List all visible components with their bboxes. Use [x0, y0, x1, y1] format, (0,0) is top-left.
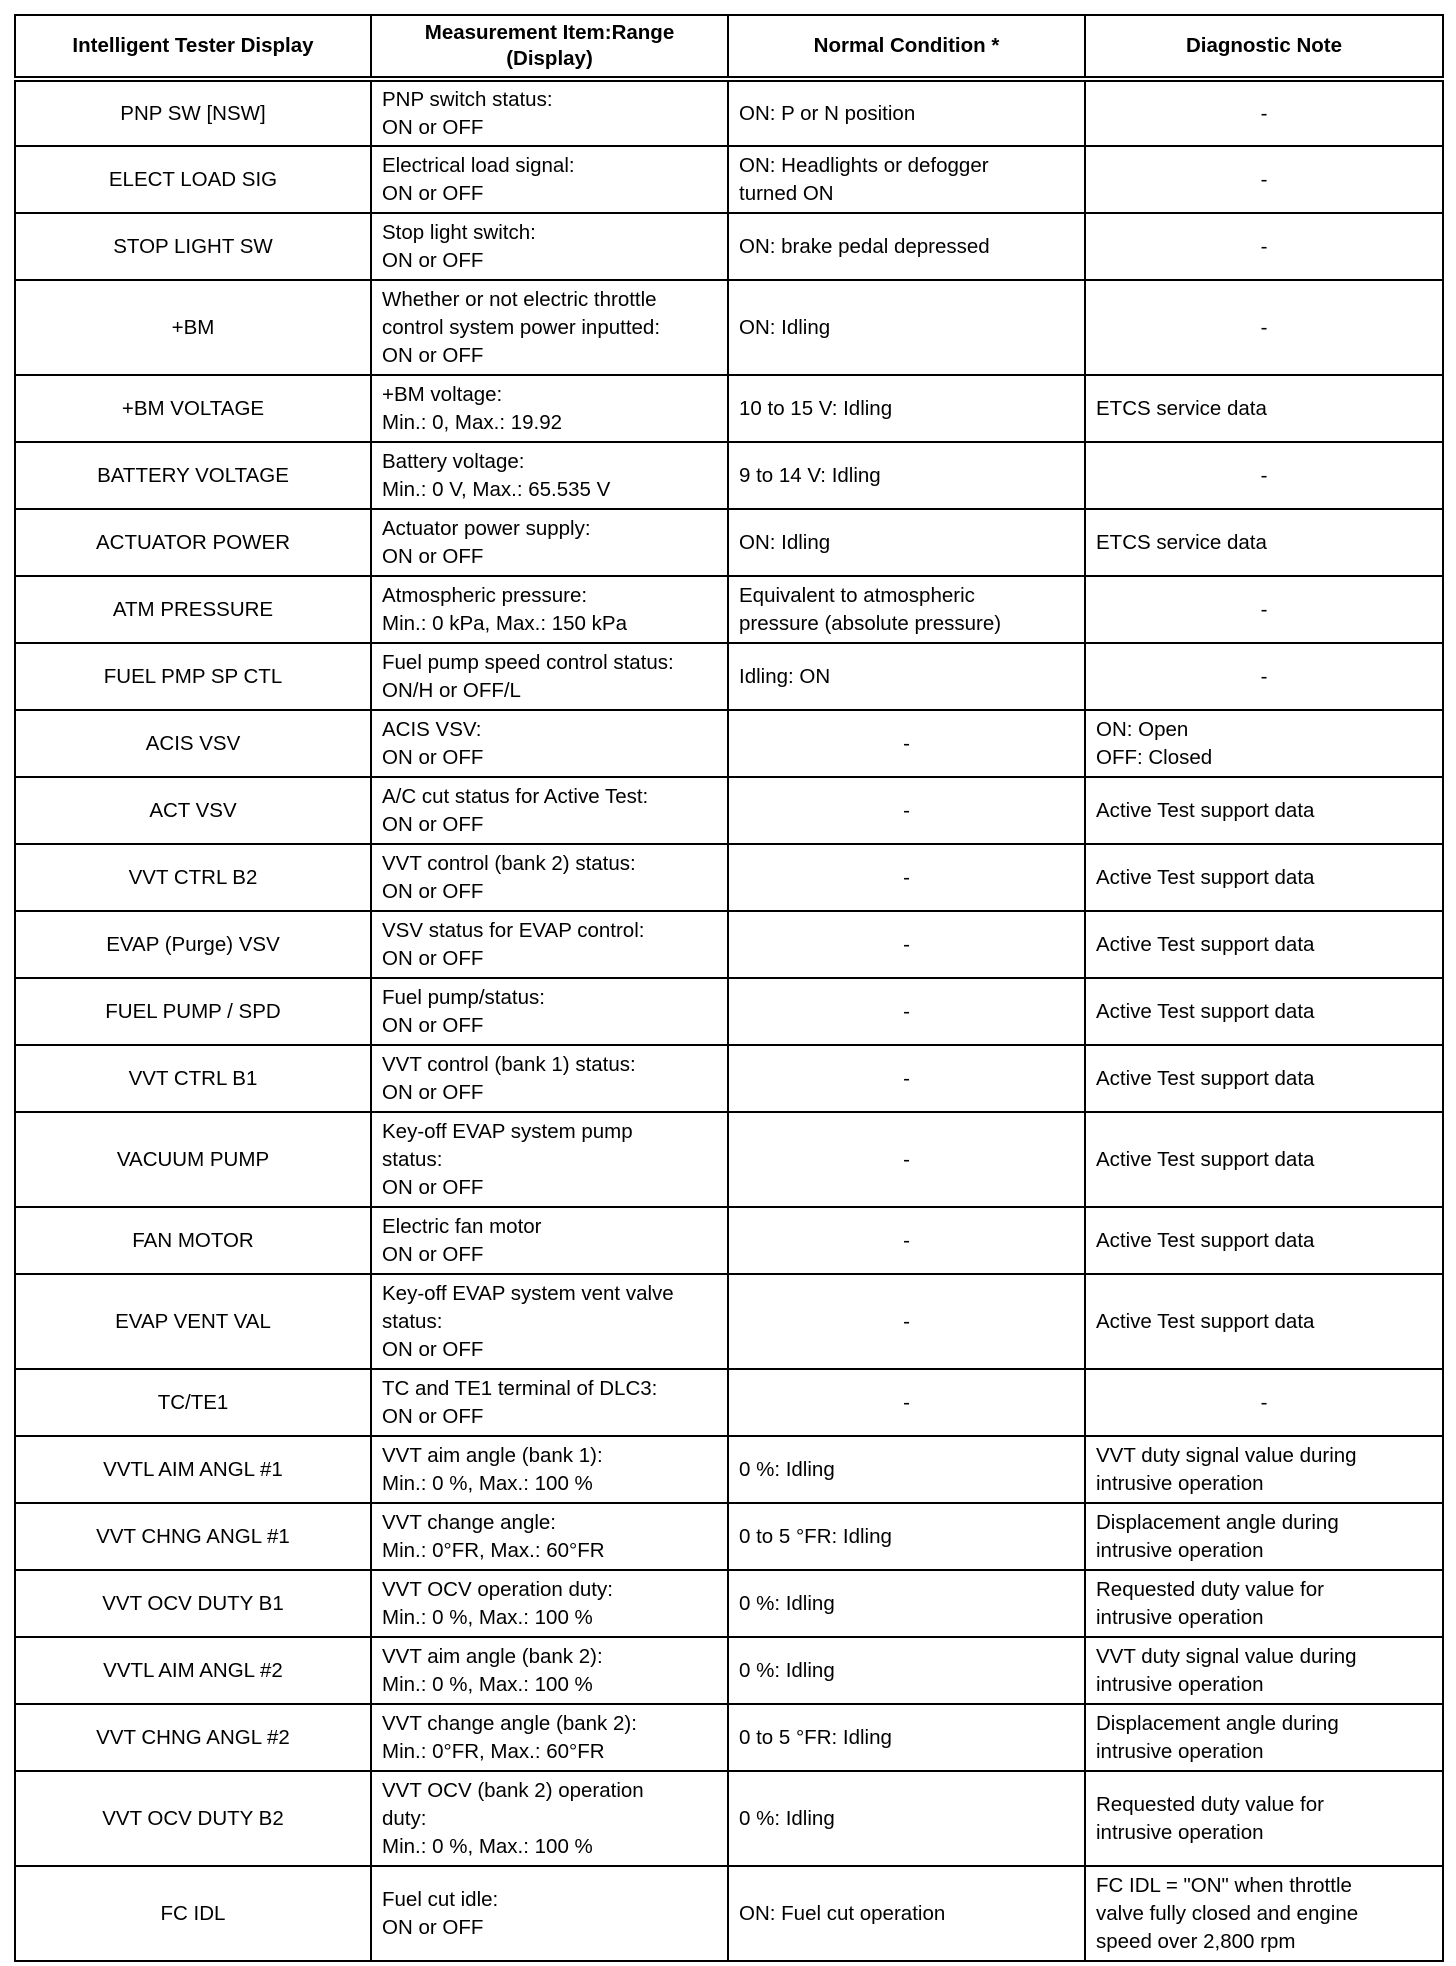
tester-display-cell: +BM VOLTAGE	[15, 375, 371, 442]
measurement-item-cell: Battery voltage: Min.: 0 V, Max.: 65.535 V	[371, 442, 728, 509]
measurement-item-cell: VVT OCV (bank 2) operation duty: Min.: 0 %, Max.: 100 %	[371, 1771, 728, 1866]
tester-display-cell: FC IDL	[15, 1866, 371, 1961]
diagnostic-note-cell: ON: Open OFF: Closed	[1085, 710, 1443, 777]
tester-display-cell: VVT CHNG ANGL #1	[15, 1503, 371, 1570]
measurement-item-cell: Actuator power supply: ON or OFF	[371, 509, 728, 576]
tester-data-table	[14, 14, 1444, 1962]
table-row	[15, 509, 1443, 576]
header-row	[15, 15, 1443, 79]
normal-condition-cell: -	[728, 1207, 1085, 1274]
table-row	[15, 1866, 1443, 1961]
diagnostic-note-cell: ETCS service data	[1085, 509, 1443, 576]
tester-display-cell: +BM	[15, 280, 371, 375]
tester-display-cell: ACTUATOR POWER	[15, 509, 371, 576]
table-row	[15, 280, 1443, 375]
tester-display-cell: ATM PRESSURE	[15, 576, 371, 643]
measurement-item-cell: VVT control (bank 2) status: ON or OFF	[371, 844, 728, 911]
diagnostic-note-cell: Active Test support data	[1085, 1207, 1443, 1274]
tester-display-cell: FAN MOTOR	[15, 1207, 371, 1274]
table-row	[15, 442, 1443, 509]
diagnostic-note-cell: Active Test support data	[1085, 777, 1443, 844]
normal-condition-cell: -	[728, 1369, 1085, 1436]
tester-display-cell: VVT CTRL B2	[15, 844, 371, 911]
normal-condition-cell: 0 %: Idling	[728, 1570, 1085, 1637]
table-row	[15, 978, 1443, 1045]
measurement-item-cell: PNP switch status: ON or OFF	[371, 79, 728, 146]
tester-display-cell: VVT CHNG ANGL #2	[15, 1704, 371, 1771]
measurement-item-cell: A/C cut status for Active Test: ON or OFF	[371, 777, 728, 844]
diagnostic-note-cell: -	[1085, 643, 1443, 710]
measurement-item-cell: Electric fan motor ON or OFF	[371, 1207, 728, 1274]
tester-display-cell: PNP SW [NSW]	[15, 79, 371, 146]
tester-display-cell: FUEL PMP SP CTL	[15, 643, 371, 710]
table-row	[15, 1112, 1443, 1207]
header-tester-display: Intelligent Tester Display	[15, 15, 371, 79]
normal-condition-cell: ON: Idling	[728, 509, 1085, 576]
tester-display-cell: ACT VSV	[15, 777, 371, 844]
diagnostic-note-cell: -	[1085, 280, 1443, 375]
normal-condition-cell: 0 to 5 °FR: Idling	[728, 1503, 1085, 1570]
measurement-item-cell: Key-off EVAP system pump status: ON or OFF	[371, 1112, 728, 1207]
measurement-item-cell: Fuel pump speed control status: ON/H or OFF/L	[371, 643, 728, 710]
tester-display-cell: VVTL AIM ANGL #2	[15, 1637, 371, 1704]
tester-display-cell: STOP LIGHT SW	[15, 213, 371, 280]
measurement-item-cell: Key-off EVAP system vent valve status: ON or OFF	[371, 1274, 728, 1369]
table-row	[15, 844, 1443, 911]
measurement-item-cell: TC and TE1 terminal of DLC3: ON or OFF	[371, 1369, 728, 1436]
tester-display-cell: ACIS VSV	[15, 710, 371, 777]
measurement-item-cell: Stop light switch: ON or OFF	[371, 213, 728, 280]
normal-condition-cell: -	[728, 911, 1085, 978]
table-row	[15, 1704, 1443, 1771]
diagnostic-note-cell: Requested duty value for intrusive operation	[1085, 1771, 1443, 1866]
measurement-item-cell: VVT aim angle (bank 2): Min.: 0 %, Max.: 100 %	[371, 1637, 728, 1704]
table-row	[15, 375, 1443, 442]
diagnostic-note-cell: Active Test support data	[1085, 978, 1443, 1045]
tester-display-cell: BATTERY VOLTAGE	[15, 442, 371, 509]
table-row	[15, 1771, 1443, 1866]
measurement-item-cell: ACIS VSV: ON or OFF	[371, 710, 728, 777]
diagnostic-note-cell: -	[1085, 79, 1443, 146]
diagnostic-note-cell: -	[1085, 1369, 1443, 1436]
normal-condition-cell: 0 to 5 °FR: Idling	[728, 1704, 1085, 1771]
tester-display-cell: FUEL PUMP / SPD	[15, 978, 371, 1045]
normal-condition-cell: 0 %: Idling	[728, 1637, 1085, 1704]
diagnostic-note-cell: VVT duty signal value during intrusive operation	[1085, 1637, 1443, 1704]
measurement-item-cell: VVT change angle (bank 2): Min.: 0°FR, Max.: 60°FR	[371, 1704, 728, 1771]
normal-condition-cell: -	[728, 1274, 1085, 1369]
measurement-item-cell: Whether or not electric throttle control system power inputted: ON or OFF	[371, 280, 728, 375]
measurement-item-cell: Electrical load signal: ON or OFF	[371, 146, 728, 213]
diagnostic-note-cell: Displacement angle during intrusive operation	[1085, 1503, 1443, 1570]
table-row	[15, 777, 1443, 844]
diagnostic-note-cell: Active Test support data	[1085, 1112, 1443, 1207]
normal-condition-cell: Equivalent to atmospheric pressure (absolute pressure)	[728, 576, 1085, 643]
normal-condition-cell: -	[728, 710, 1085, 777]
measurement-item-cell: VVT control (bank 1) status: ON or OFF	[371, 1045, 728, 1112]
table-body	[15, 79, 1443, 1961]
tester-display-cell: VVT CTRL B1	[15, 1045, 371, 1112]
table-row	[15, 1274, 1443, 1369]
table-row	[15, 213, 1443, 280]
measurement-item-cell: Atmospheric pressure: Min.: 0 kPa, Max.: 150 kPa	[371, 576, 728, 643]
measurement-item-cell: Fuel cut idle: ON or OFF	[371, 1866, 728, 1961]
table-row	[15, 1045, 1443, 1112]
normal-condition-cell: 0 %: Idling	[728, 1771, 1085, 1866]
diagnostic-note-cell: VVT duty signal value during intrusive operation	[1085, 1436, 1443, 1503]
table-row	[15, 146, 1443, 213]
measurement-item-cell: Fuel pump/status: ON or OFF	[371, 978, 728, 1045]
document-page	[14, 14, 1442, 1962]
tester-display-cell: EVAP VENT VAL	[15, 1274, 371, 1369]
table-row	[15, 79, 1443, 146]
normal-condition-cell: ON: Headlights or defogger turned ON	[728, 146, 1085, 213]
measurement-item-cell: VVT aim angle (bank 1): Min.: 0 %, Max.: 100 %	[371, 1436, 728, 1503]
header-diagnostic-note: Diagnostic Note	[1085, 15, 1443, 79]
header-measurement-item: Measurement Item:Range (Display)	[371, 15, 728, 79]
diagnostic-note-cell: Active Test support data	[1085, 1045, 1443, 1112]
diagnostic-note-cell: ETCS service data	[1085, 375, 1443, 442]
measurement-item-cell: VSV status for EVAP control: ON or OFF	[371, 911, 728, 978]
table-row	[15, 1369, 1443, 1436]
tester-display-cell: EVAP (Purge) VSV	[15, 911, 371, 978]
table-row	[15, 576, 1443, 643]
table-row	[15, 911, 1443, 978]
normal-condition-cell: -	[728, 1112, 1085, 1207]
tester-display-cell: VVT OCV DUTY B2	[15, 1771, 371, 1866]
table-header	[15, 15, 1443, 79]
measurement-item-cell: +BM voltage: Min.: 0, Max.: 19.92	[371, 375, 728, 442]
table-row	[15, 1570, 1443, 1637]
normal-condition-cell: ON: P or N position	[728, 79, 1085, 146]
normal-condition-cell: 9 to 14 V: Idling	[728, 442, 1085, 509]
diagnostic-note-cell: Displacement angle during intrusive operation	[1085, 1704, 1443, 1771]
normal-condition-cell: -	[728, 1045, 1085, 1112]
diagnostic-note-cell: Active Test support data	[1085, 1274, 1443, 1369]
diagnostic-note-cell: Active Test support data	[1085, 911, 1443, 978]
header-normal-condition: Normal Condition *	[728, 15, 1085, 79]
table-row	[15, 1503, 1443, 1570]
tester-display-cell: TC/TE1	[15, 1369, 371, 1436]
table-row	[15, 710, 1443, 777]
measurement-item-cell: VVT change angle: Min.: 0°FR, Max.: 60°FR	[371, 1503, 728, 1570]
diagnostic-note-cell: -	[1085, 576, 1443, 643]
normal-condition-cell: -	[728, 978, 1085, 1045]
diagnostic-note-cell: Active Test support data	[1085, 844, 1443, 911]
normal-condition-cell: -	[728, 844, 1085, 911]
tester-display-cell: VVTL AIM ANGL #1	[15, 1436, 371, 1503]
normal-condition-cell: Idling: ON	[728, 643, 1085, 710]
normal-condition-cell: ON: Fuel cut operation	[728, 1866, 1085, 1961]
table-row	[15, 643, 1443, 710]
tester-display-cell: VVT OCV DUTY B1	[15, 1570, 371, 1637]
diagnostic-note-cell: Requested duty value for intrusive operation	[1085, 1570, 1443, 1637]
normal-condition-cell: ON: brake pedal depressed	[728, 213, 1085, 280]
normal-condition-cell: 0 %: Idling	[728, 1436, 1085, 1503]
diagnostic-note-cell: FC IDL = "ON" when throttle valve fully closed and engine speed over 2,800 rpm	[1085, 1866, 1443, 1961]
normal-condition-cell: -	[728, 777, 1085, 844]
diagnostic-note-cell: -	[1085, 146, 1443, 213]
diagnostic-note-cell: -	[1085, 213, 1443, 280]
normal-condition-cell: 10 to 15 V: Idling	[728, 375, 1085, 442]
table-row	[15, 1436, 1443, 1503]
diagnostic-note-cell: -	[1085, 442, 1443, 509]
table-row	[15, 1207, 1443, 1274]
normal-condition-cell: ON: Idling	[728, 280, 1085, 375]
measurement-item-cell: VVT OCV operation duty: Min.: 0 %, Max.: 100 %	[371, 1570, 728, 1637]
tester-display-cell: VACUUM PUMP	[15, 1112, 371, 1207]
table-row	[15, 1637, 1443, 1704]
tester-display-cell: ELECT LOAD SIG	[15, 146, 371, 213]
